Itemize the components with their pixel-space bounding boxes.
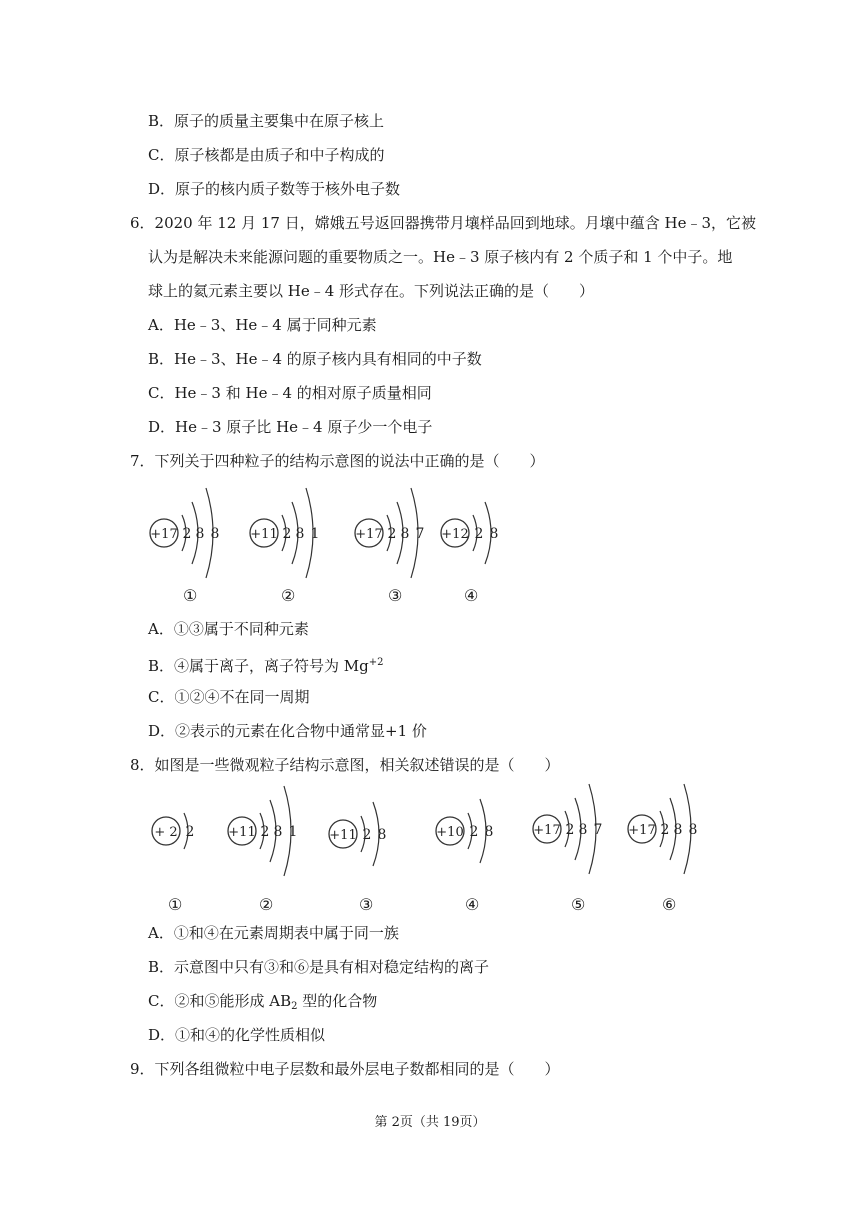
q8-diagram-label-2: ② <box>259 895 274 914</box>
q6-option-d: D．He﹣3 原子比 He﹣4 原子少一个电子 <box>148 418 433 436</box>
q7-option-b-charge: +2 <box>368 657 384 668</box>
svg-text:+10: +10 <box>436 825 464 840</box>
svg-text:7: 7 <box>593 822 603 838</box>
q8-atom-diagram-4 <box>434 786 514 876</box>
svg-text:8: 8 <box>273 824 283 840</box>
svg-text:+17: +17 <box>150 527 178 542</box>
svg-text:+11: +11 <box>228 825 256 840</box>
q8-atom-diagram-1 <box>150 788 210 878</box>
svg-text:8: 8 <box>377 827 387 843</box>
svg-text:8: 8 <box>400 526 410 542</box>
svg-text:+17: +17 <box>533 823 561 838</box>
q7-option-b <box>148 653 384 676</box>
svg-text:8: 8 <box>210 526 220 542</box>
q7-atom-diagram-1 <box>148 482 238 582</box>
q9-stem: 9．下列各组微粒中电子层数和最外层电子数都相同的是（ ） <box>130 1060 560 1078</box>
q5-option-d: D．原子的核内质子数等于核外电子数 <box>148 180 401 198</box>
q8-atom-diagram-5 <box>531 778 621 878</box>
q7-diagram-label-2: ② <box>281 586 296 605</box>
q6-option-c: C．He﹣3 和 He﹣4 的相对原子质量相同 <box>148 384 432 402</box>
svg-text:2: 2 <box>182 526 192 542</box>
svg-text:8: 8 <box>489 526 499 542</box>
q6-stem-line1: 6．2020 年 12 月 17 日，嫦娥五号返回器携带月壤样品回到地球。月壤中蕴含 He﹣3，它被 <box>130 214 757 232</box>
q6-option-a: A．He﹣3、He﹣4 属于同种元素 <box>148 316 377 334</box>
svg-text:8: 8 <box>688 822 698 838</box>
q8-atom-diagram-3 <box>327 788 407 878</box>
q8-option-c-pre: C．②和⑤能形成 AB <box>148 992 292 1010</box>
svg-text:2: 2 <box>565 822 575 838</box>
q6-stem-line2: 认为是解决未来能源问题的重要物质之一。He﹣3 原子核内有 2 个质子和 1 个中子。地 <box>148 248 733 266</box>
svg-text:2: 2 <box>660 822 670 838</box>
q7-atom-diagram-2 <box>248 482 338 582</box>
q7-option-b-text: B．④属于离子，离子符号为 Mg <box>148 657 369 675</box>
q8-option-c <box>148 991 377 1017</box>
svg-text:8: 8 <box>673 822 683 838</box>
svg-text:1: 1 <box>310 526 320 542</box>
svg-text:+17: +17 <box>355 527 383 542</box>
q8-diagram-label-5: ⑤ <box>571 895 586 914</box>
svg-text:2: 2 <box>362 827 372 843</box>
svg-text:8: 8 <box>484 824 494 840</box>
svg-text:2: 2 <box>282 526 292 542</box>
svg-text:2: 2 <box>474 526 484 542</box>
q8-stem: 8．如图是一些微观粒子结构示意图，相关叙述错误的是（ ） <box>130 756 560 774</box>
q8-diagram-label-3: ③ <box>359 895 374 914</box>
q8-atom-diagram-6 <box>626 778 716 878</box>
svg-text:2: 2 <box>260 824 270 840</box>
q7-diagram-label-3: ③ <box>388 586 403 605</box>
svg-text:+11: +11 <box>329 828 357 843</box>
page-footer: 第 2页（共 19页） <box>374 1115 486 1130</box>
q7-option-a: A．①③属于不同种元素 <box>148 620 309 638</box>
svg-text:1: 1 <box>288 824 298 840</box>
q8-option-d: D．①和④的化学性质相似 <box>148 1026 326 1044</box>
svg-text:2: 2 <box>387 526 397 542</box>
q7-option-d: D．②表示的元素在化合物中通常显+1 价 <box>148 722 427 740</box>
svg-text:8: 8 <box>295 526 305 542</box>
q8-option-b: B．示意图中只有③和⑥是具有相对稳定结构的离子 <box>148 958 490 976</box>
q8-diagram-label-6: ⑥ <box>662 895 677 914</box>
q5-option-c: C．原子核都是由质子和中子构成的 <box>148 146 385 164</box>
svg-text:+ 2: + 2 <box>154 825 178 840</box>
q7-stem: 7．下列关于四种粒子的结构示意图的说法中正确的是（ ） <box>130 452 545 470</box>
q8-option-a: A．①和④在元素周期表中属于同一族 <box>148 924 399 942</box>
q8-option-c-subscript: 2 <box>291 1001 298 1012</box>
svg-text:7: 7 <box>415 526 425 542</box>
q6-option-b: B．He﹣3、He﹣4 的原子核内具有相同的中子数 <box>148 350 482 368</box>
q7-diagram-label-4: ④ <box>464 586 479 605</box>
q8-diagram-label-4: ④ <box>465 895 480 914</box>
svg-text:2: 2 <box>469 824 479 840</box>
svg-text:+17: +17 <box>628 823 656 838</box>
q7-atom-diagram-4 <box>439 482 519 582</box>
q8-diagram-label-1: ① <box>168 895 183 914</box>
q8-option-c-post: 型的化合物 <box>297 992 378 1010</box>
svg-text:8: 8 <box>195 526 205 542</box>
q7-atom-diagram-3 <box>353 482 443 582</box>
q8-atom-diagram-2 <box>226 780 316 880</box>
svg-text:8: 8 <box>578 822 588 838</box>
q7-option-c: C．①②④不在同一周期 <box>148 688 310 706</box>
q6-stem-line3: 球上的氦元素主要以 He﹣4 形式存在。下列说法正确的是（ ） <box>148 282 595 300</box>
svg-text:+11: +11 <box>250 527 278 542</box>
svg-text:2: 2 <box>185 824 195 840</box>
q7-diagram-label-1: ① <box>183 586 198 605</box>
q5-option-b: B．原子的质量主要集中在原子核上 <box>148 112 385 130</box>
svg-text:+12: +12 <box>441 527 469 542</box>
